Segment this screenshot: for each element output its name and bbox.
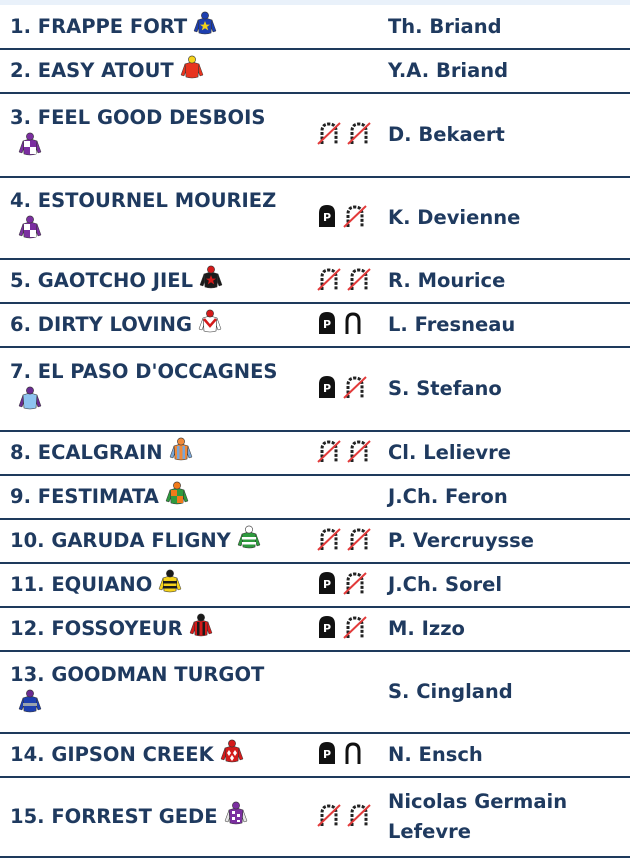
runner-row[interactable] [0,347,630,431]
runners-table [0,5,630,858]
runner-name-cell [0,563,304,607]
silk-cap [206,310,213,317]
silk-yellow-black-hoops-icon [158,569,182,601]
silk-white-red-chevron-icon [198,309,222,341]
silk-cap [202,11,209,18]
svg-text:P: P [322,622,332,635]
runner-row[interactable] [0,303,630,347]
runner-name-cell [0,777,304,857]
jockey-name: M. Izzo [384,607,630,651]
silk-purple-white-quartered-icon [18,215,304,247]
silk-red-black-stripes-icon [189,613,213,645]
runner-name: 3. FEEL GOOD DESBOIS [10,106,266,130]
silk-cap [245,526,252,533]
silk-purple-white-quartered-icon [18,132,304,164]
shoeing-cell [304,475,384,519]
horseshoe-removed-icon [346,266,372,296]
runner-name-cell [0,431,304,475]
runner-name-cell [0,347,304,431]
runner-row[interactable] [0,49,630,93]
horseshoe-removed-icon [346,120,372,150]
shoeing-cell [304,563,384,607]
runner-row[interactable] [0,5,630,49]
silk-body [242,533,256,549]
shoeing-cell [304,5,384,49]
runner-name: 10. GARUDA FLIGNY [10,529,231,552]
silk-cap [26,690,33,697]
horseshoe-removed-icon [346,526,372,556]
horseshoe-removed-icon [342,374,368,404]
silk-red-yellow-icon [180,55,204,87]
shoe-protected-icon [316,310,338,340]
runner-name-cell [0,519,304,563]
runner-name-cell [0,651,304,733]
runner-row[interactable] [0,259,630,303]
runner-row[interactable] [0,431,630,475]
silk-cap [228,740,235,747]
jockey-name: J.Ch. Feron [384,475,630,519]
horseshoe-icon [342,310,364,340]
runner-name-cell [0,177,304,259]
shoe-protected-icon [316,614,338,644]
svg-text:P: P [322,382,332,395]
runner-name: 14. GIPSON CREEK [10,743,214,766]
silk-black-red-star-icon [199,265,223,297]
jockey-name: R. Mourice [384,259,630,303]
horseshoe-removed-icon [342,614,368,644]
silk-cap [173,482,180,489]
runner-name: 11. EQUIANO [10,573,153,596]
jockey-name: S. Cingland [384,651,630,733]
silk-blue-yellow-star-icon [193,11,217,43]
runner-name-cell [0,733,304,777]
silk-purple-white-check-icon [224,801,248,833]
shoe-protected-icon [316,374,338,404]
silk-green-orange-quartered-icon [165,481,189,513]
shoeing-cell [304,93,384,177]
runner-name: 12. FOSSOYEUR [10,617,183,640]
silk-cap [207,266,214,273]
jockey-name: P. Vercruysse [384,519,630,563]
runner-row[interactable] [0,607,630,651]
runner-name-cell [0,5,304,49]
shoeing-cell [304,519,384,563]
runner-name-cell [0,607,304,651]
shoe-protected-icon [316,203,338,233]
silk-body [194,621,208,637]
runner-name: 9. FESTIMATA [10,485,159,508]
horseshoe-removed-icon [316,438,342,468]
shoeing-cell [304,777,384,857]
runner-name-cell [0,475,304,519]
runner-name: 2. EASY ATOUT [10,59,174,82]
runner-row[interactable] [0,777,630,857]
jockey-name: J.Ch. Sorel [384,563,630,607]
silk-body [23,394,37,410]
runner-name-cell [0,93,304,177]
silk-green-white-hoops-icon [237,525,261,557]
jockey-name: N. Ensch [384,733,630,777]
silk-lightblue-purple-icon [18,386,304,418]
horseshoe-removed-icon [342,203,368,233]
runner-row[interactable] [0,733,630,777]
svg-text:P: P [322,578,332,591]
runner-row[interactable] [0,93,630,177]
silk-cap [232,802,239,809]
silk-blue-grey-band-icon [18,689,304,721]
silk-cap [197,614,204,621]
silk-orange-blue-striped-icon [169,437,193,469]
runner-name: 13. GOODMAN TURGOT [10,663,265,687]
silk-cap [26,387,33,394]
svg-text:P: P [322,318,332,331]
silk-red-white-diamonds-icon [220,739,244,771]
runner-row[interactable] [0,563,630,607]
horseshoe-removed-icon [316,120,342,150]
runner-name: 1. FRAPPE FORT [10,14,188,38]
shoe-protected-icon [316,740,338,770]
silk-cap [177,438,184,445]
jockey-name: S. Stefano [384,347,630,431]
horseshoe-icon [342,740,364,770]
shoeing-cell [304,347,384,431]
silk-body [185,63,199,79]
horseshoe-removed-icon [346,438,372,468]
silk-cap [26,133,33,140]
runner-name-cell [0,49,304,93]
shoeing-cell [304,177,384,259]
shoeing-cell [304,431,384,475]
shoeing-cell [304,259,384,303]
silk-cap [188,56,195,63]
silk-cap [26,216,33,223]
runner-name: 4. ESTOURNEL MOURIEZ [10,189,277,213]
horseshoe-removed-icon [342,570,368,600]
shoeing-cell [304,303,384,347]
horseshoe-removed-icon [316,266,342,296]
jockey-name: Y.A. Briand [384,49,630,93]
shoeing-cell [304,733,384,777]
silk-body [229,809,243,825]
jockey-name: Th. Briand [384,5,630,49]
jockey-name: Cl. Lelievre [384,431,630,475]
runner-name-cell [0,303,304,347]
shoe-protected-icon [316,570,338,600]
runner-row[interactable] [0,519,630,563]
runner-name: 8. ECALGRAIN [10,441,163,464]
runner-name: 5. GAOTCHO JIEL [10,269,193,292]
jockey-name: K. Devienne [384,177,630,259]
runner-name: 15. FORREST GEDE [10,805,218,828]
jockey-name: D. Bekaert [384,93,630,177]
runner-row[interactable] [0,475,630,519]
horseshoe-removed-icon [346,802,372,832]
shoeing-cell [304,651,384,733]
jockey-name: L. Fresneau [384,303,630,347]
jockey-name: Nicolas Germain Lefevre [384,777,630,857]
svg-text:P: P [322,748,332,761]
runner-name-cell [0,259,304,303]
horseshoe-removed-icon [316,526,342,556]
silk-cap [167,570,174,577]
svg-text:P: P [322,211,332,224]
runner-name: 7. EL PASO D'OCCAGNES [10,360,278,384]
horseshoe-removed-icon [316,802,342,832]
silk-body [174,445,188,461]
runner-row[interactable] [0,177,630,259]
runner-row[interactable] [0,651,630,733]
shoeing-cell [304,49,384,93]
runner-name: 6. DIRTY LOVING [10,313,193,336]
shoeing-cell [304,607,384,651]
silk-body [163,577,177,593]
